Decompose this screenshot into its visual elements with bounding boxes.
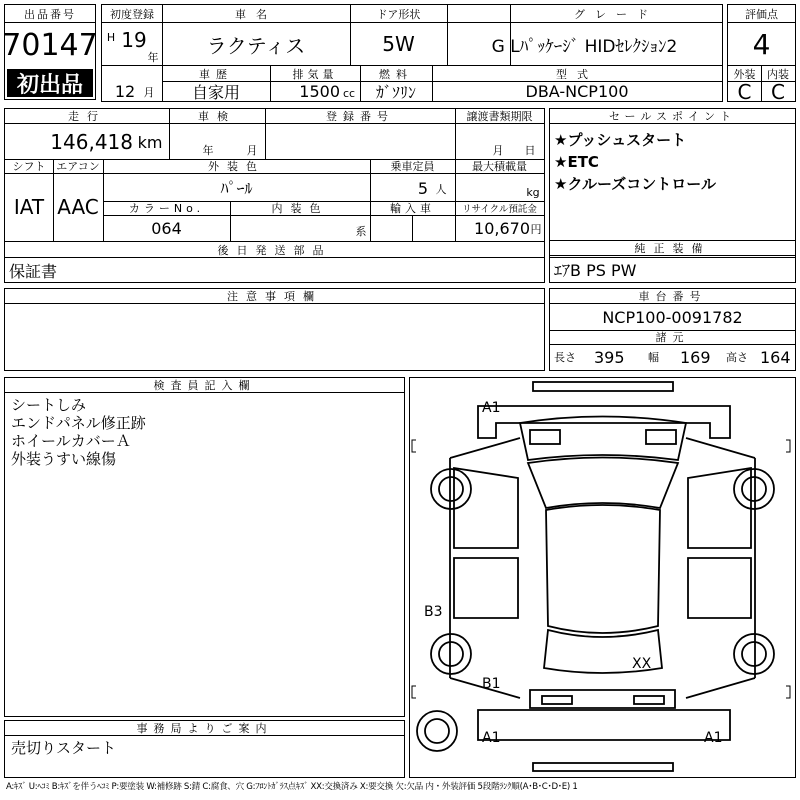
color-no-value: 064 xyxy=(151,218,182,238)
docs-label: 後日発送部品 xyxy=(217,243,332,257)
spare-wheel xyxy=(417,711,457,751)
ext-color-label: 外装色 xyxy=(208,160,265,173)
docs-box xyxy=(4,257,545,283)
first-listing-badge: 初出品 xyxy=(7,69,93,97)
displacement-label: 排気量 xyxy=(292,67,338,81)
front-bumper-shape xyxy=(478,406,730,438)
history-value: 自家用 xyxy=(191,83,240,102)
exterior-grade: C xyxy=(737,79,752,104)
mark-left-b3: B3 xyxy=(424,604,443,620)
inspector-line-3: ホイールカバーＡ xyxy=(11,432,131,450)
chassis-value: NCP100-0091782 xyxy=(602,307,743,327)
notes-box xyxy=(4,288,545,371)
inspection-label: 車検 xyxy=(198,110,236,123)
mileage-label: 走行 xyxy=(68,110,106,123)
sales-point-2: ★ETC xyxy=(554,153,599,171)
capacity-unit: 人 xyxy=(435,183,447,196)
inspector-box xyxy=(4,377,405,717)
length-value: 395 xyxy=(594,347,625,367)
int-color-unit: 系 xyxy=(355,225,367,238)
recycle-label: リサイクル預託金 xyxy=(462,204,537,215)
fuel-label: 燃料 xyxy=(379,67,413,81)
exterior-label: 外装 xyxy=(733,67,756,81)
interior-grade: C xyxy=(771,79,785,104)
month-value: 12 xyxy=(114,81,136,101)
windshield-shape xyxy=(528,458,678,509)
inspector-line-2: エンドパネル修正跡 xyxy=(11,414,146,432)
fuel-value: ｶﾞｿﾘﾝ xyxy=(375,83,416,102)
rear-bar xyxy=(533,763,673,771)
docs-value: 保証書 xyxy=(9,261,58,281)
wheel-front-left xyxy=(431,469,471,509)
inspector-line-4: 外装うすい線傷 xyxy=(11,450,117,468)
left-rear-door xyxy=(454,558,518,618)
lot-number-box xyxy=(4,4,96,100)
equipment-box xyxy=(549,240,796,283)
door-value: 5W xyxy=(382,32,415,56)
transfer-label: 譲渡書類期限 xyxy=(466,110,533,123)
roof-shape xyxy=(546,505,660,633)
headlight-left xyxy=(530,430,560,444)
displacement-unit: cc xyxy=(342,86,356,100)
right-rear-door xyxy=(688,558,751,618)
equipment-value: ｴｱB PS PW xyxy=(554,260,637,280)
wheel-rear-right xyxy=(734,634,774,674)
transfer-day-unit: 日 xyxy=(524,144,536,157)
year-unit: 年 xyxy=(147,51,159,64)
sales-points-label: セールスポイント xyxy=(550,109,795,124)
car-name-label: 車名 xyxy=(235,7,277,21)
ext-color-value: ﾊﾟｰﾙ xyxy=(220,178,253,198)
lot-number: 70147 xyxy=(2,27,98,63)
tailgate-shape xyxy=(530,690,675,708)
sales-points-box xyxy=(549,108,796,258)
score-value: 4 xyxy=(752,27,771,61)
color-no-label: カラーNo. xyxy=(128,202,205,215)
mark-right-xx: XX xyxy=(632,656,652,672)
ac-label: エアコン xyxy=(56,160,100,173)
inspector-line-1: シートしみ xyxy=(11,396,87,414)
grade-value: G Lﾊﾟｯｹｰｼﾞ HIDｾﾚｸｼｮﾝ2 xyxy=(491,36,678,57)
legend-text: A:ｷｽﾞ U:ﾍｺﾐ B:ｷｽﾞを伴うﾍｺﾐ P:要塗装 W:補修跡 S:錆 C:腐食、穴 G:ﾌﾛﾝﾄｶﾞﾗｽ点ｷｽﾞ XX:交換済み X:要交換 欠:欠品 内・外装評価 5段階ﾗﾝｸ順(A･B･C･D･E) 1 xyxy=(6,782,578,792)
car-diagram xyxy=(409,377,796,778)
details-box xyxy=(4,108,545,258)
inspection-month-unit: 月 xyxy=(246,144,258,157)
interior-label: 内装 xyxy=(767,67,789,81)
shift-label: シフト xyxy=(12,160,46,173)
length-label: 長さ xyxy=(554,351,576,364)
recycle-value: 10,670 xyxy=(474,218,530,238)
model-value: DBA-NCP100 xyxy=(525,82,629,101)
recycle-unit: 円 xyxy=(530,223,542,236)
wheel-front-right xyxy=(734,469,774,509)
first-reg-label: 初度登録 xyxy=(110,7,154,21)
mark-bottom-right-a1: A1 xyxy=(704,730,723,746)
width-value: 169 xyxy=(680,347,711,367)
vehicle-info-box xyxy=(101,4,723,102)
right-front-door xyxy=(688,468,751,548)
int-color-label: 内装色 xyxy=(271,202,329,215)
inspector-label: 検査員記入欄 xyxy=(5,378,404,393)
history-label: 車歴 xyxy=(199,67,233,81)
width-label: 幅 xyxy=(648,351,659,364)
era-value: H xyxy=(106,30,116,44)
office-text: 売切りスタート xyxy=(11,739,117,757)
equipment-label: 純正装備 xyxy=(550,241,795,256)
inspection-year-unit: 年 xyxy=(202,144,214,157)
year-value: 19 xyxy=(121,28,147,52)
max-load-unit: kg xyxy=(526,185,540,199)
model-label: 型式 xyxy=(556,67,598,81)
mileage-value: 146,418 xyxy=(50,130,133,154)
headlight-right xyxy=(646,430,676,444)
mark-rear-b1: B1 xyxy=(482,676,501,692)
displacement-value: 1500 xyxy=(299,82,340,101)
mark-bottom-left-a1: A1 xyxy=(482,730,501,746)
reg-no-label: 登録番号 xyxy=(326,110,394,123)
chassis-label: 車台番号 xyxy=(638,290,707,303)
office-label: 事務局よりご案内 xyxy=(5,721,404,736)
car-name: ラクティス xyxy=(206,33,306,58)
height-value: 164 xyxy=(760,347,791,367)
mark-front-a1: A1 xyxy=(482,400,501,416)
notes-label: 注意事項欄 xyxy=(5,289,544,304)
month-unit: 月 xyxy=(143,86,155,99)
office-box xyxy=(4,720,405,778)
lot-number-label: 出品番号 xyxy=(5,5,95,23)
sales-point-1: ★プッシュスタート xyxy=(554,131,687,149)
front-grille-shape xyxy=(533,382,673,391)
shift-value: IAT xyxy=(13,195,45,219)
capacity-label: 乗車定員 xyxy=(390,160,435,173)
transfer-month-unit: 月 xyxy=(492,144,504,157)
door-label: ドア形状 xyxy=(376,7,421,21)
max-load-label: 最大積載量 xyxy=(472,160,527,173)
sales-point-3: ★クルーズコントロール xyxy=(554,175,716,193)
height-label: 高さ xyxy=(726,351,748,364)
ac-value: AAC xyxy=(57,195,99,219)
score-box xyxy=(727,4,796,102)
wheel-rear-left xyxy=(431,634,471,674)
car-diagram-svg xyxy=(410,378,795,777)
left-front-door xyxy=(454,468,518,548)
dims-label: 諸元 xyxy=(655,331,690,344)
grade-label: グレード xyxy=(574,7,658,21)
mileage-unit: km xyxy=(137,132,163,152)
score-label: 評価点 xyxy=(745,7,778,21)
chassis-box xyxy=(549,288,796,371)
import-label: 輸入車 xyxy=(390,202,435,215)
rear-bumper-shape xyxy=(478,710,730,740)
capacity-value: 5 xyxy=(417,178,428,198)
